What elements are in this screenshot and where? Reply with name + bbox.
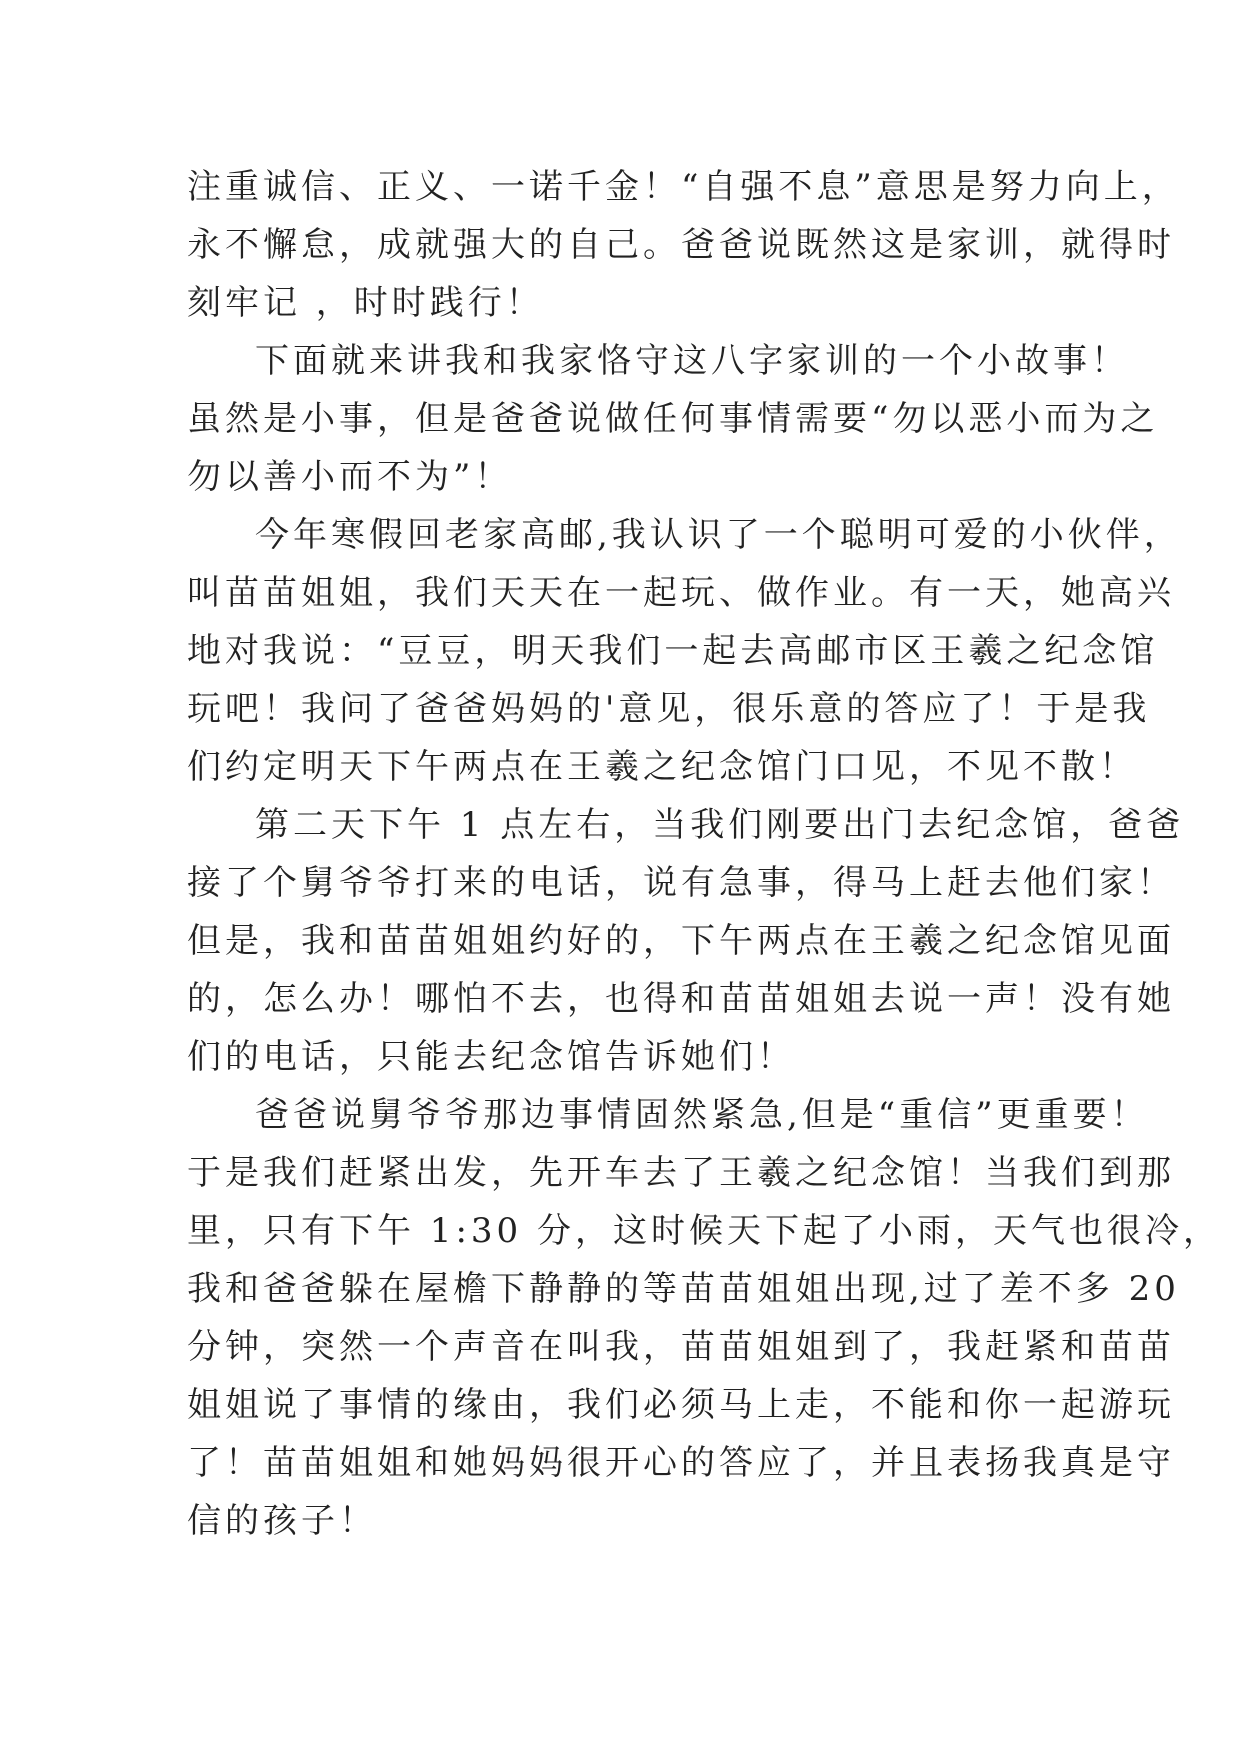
text-line: 但是，我和苗苗姐姐约好的，下午两点在王羲之纪念馆见面 <box>187 921 1175 961</box>
text-line: 我和爸爸躲在屋檐下静静的等苗苗姐姐出现,过了差不多 20 <box>187 1269 1180 1309</box>
body-text <box>187 158 1221 1550</box>
paragraph-first-line: 第二天下午 1 点左右，当我们刚要出门去纪念馆，爸爸 <box>255 805 1185 845</box>
text-line: 刻牢记 ，时时践行！ <box>187 283 544 323</box>
paragraph-first-line: 今年寒假回老家高邮,我认识了一个聪明可爱的小伙伴， <box>255 515 1182 555</box>
text-line: 的，怎么办！哪怕不去，也得和苗苗姐姐去说一声！没有她 <box>187 979 1175 1019</box>
text-line: 虽然是小事，但是爸爸说做任何事情需要“勿以恶小而为之 <box>187 399 1159 439</box>
text-line: 接了个舅爷爷打来的电话，说有急事，得马上赶去他们家！ <box>187 863 1175 903</box>
text-line: 了！苗苗姐姐和她妈妈很开心的答应了，并且表扬我真是守 <box>187 1443 1175 1483</box>
text-line: 于是我们赶紧出发，先开车去了王羲之纪念馆！当我们到那 <box>187 1153 1175 1193</box>
text-line: 们的电话，只能去纪念馆告诉她们！ <box>187 1037 795 1077</box>
paragraph-first-line: 下面就来讲我和我家恪守这八字家训的一个小故事！ <box>255 341 1129 381</box>
text-line: 玩吧！我问了爸爸妈妈的'意见，很乐意的答应了！于是我 <box>187 689 1151 729</box>
text-line: 地对我说：“豆豆，明天我们一起去高邮市区王羲之纪念馆 <box>187 631 1159 671</box>
text-line: 分钟，突然一个声音在叫我，苗苗姐姐到了，我赶紧和苗苗 <box>187 1327 1175 1367</box>
paragraph-first-line: 爸爸说舅爷爷那边事情固然紧急,但是“重信”更重要！ <box>255 1095 1149 1135</box>
text-line: 注重诚信、正义、一诺千金！“自强不息”意思是努力向上， <box>187 167 1180 207</box>
text-line: 永不懈怠，成就强大的自己。爸爸说既然这是家训，就得时 <box>187 225 1175 265</box>
text-line: 们约定明天下午两点在王羲之纪念馆门口见，不见不散！ <box>187 747 1137 787</box>
text-line: 信的孩子！ <box>187 1501 377 1541</box>
text-line: 里，只有下午 1:30 分，这时候天下起了小雨，天气也很冷， <box>187 1211 1221 1251</box>
text-line: 叫苗苗姐姐，我们天天在一起玩、做作业。有一天，她高兴 <box>187 573 1175 613</box>
text-line: 勿以善小而不为”！ <box>187 457 513 497</box>
text-line: 姐姐说了事情的缘由，我们必须马上走，不能和你一起游玩 <box>187 1385 1175 1425</box>
